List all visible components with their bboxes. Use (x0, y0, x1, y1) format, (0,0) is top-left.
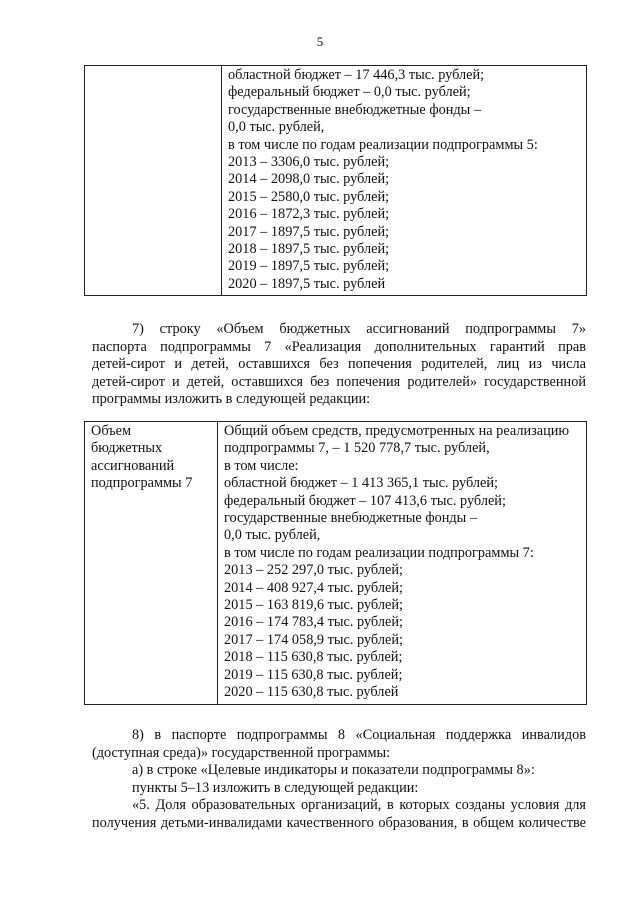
budget-line: федеральный бюджет – 107 413,6 тыс. рублей; (224, 492, 506, 509)
table-row (85, 66, 587, 296)
budget-line: государственные внебюджетные фонды – (228, 101, 481, 118)
paragraph-line: паспорта подпрограммы 7 «Реализация дополнительных гарантий прав (92, 338, 586, 355)
budget-year-line: 2020 – 1897,5 тыс. рублей (228, 275, 386, 292)
paragraph-line: (доступная среда)» государственной программы: (92, 744, 391, 761)
budget-year-line: 2013 – 3306,0 тыс. рублей; (228, 154, 390, 171)
budget-year-line: 2018 – 1897,5 тыс. рублей; (228, 241, 390, 258)
budget-line: 0,0 тыс. рублей, (224, 527, 321, 544)
table-cell-label (85, 66, 222, 296)
table-cell-value (218, 422, 587, 705)
paragraph-line: детей-сирот и детей, оставшихся без попечения родителей» государственной (92, 373, 586, 390)
paragraph-line: 8) в паспорте подпрограммы 8 «Социальная поддержка инвалидов (132, 727, 586, 743)
budget-line: в том числе по годам реализации подпрограммы 5: (228, 136, 538, 153)
paragraph-line: детей-сирот и детей, оставшихся без попечения родителей, лиц из числа (92, 356, 586, 372)
table-row (85, 422, 587, 705)
budget-year-line: 2019 – 1897,5 тыс. рублей; (228, 258, 390, 275)
budget-table-subprogram-5 (84, 65, 587, 296)
table-cell-label (85, 422, 218, 705)
budget-year-line: 2015 – 163 819,6 тыс. рублей; (224, 597, 403, 614)
budget-line: в том числе по годам реализации подпрограммы 7: (224, 544, 534, 561)
budget-year-line: 2017 – 1897,5 тыс. рублей; (228, 223, 390, 240)
budget-line: в том числе: (224, 457, 299, 474)
budget-line: областной бюджет – 17 446,3 тыс. рублей; (228, 67, 485, 83)
budget-year-line: 2020 – 115 630,8 тыс. рублей (224, 684, 399, 701)
budget-line: Общий объем средств, предусмотренных на реализацию (224, 423, 570, 439)
label-line: подпрограммы 7 (91, 475, 193, 492)
budget-year-line: 2019 – 115 630,8 тыс. рублей; (224, 666, 403, 683)
paragraph-line: получения детьми-инвалидами качественного образования, в общем количестве (92, 814, 586, 831)
label-line: Объем (91, 423, 132, 439)
paragraph-item-7 (92, 321, 586, 409)
budget-year-line: 2018 – 115 630,8 тыс. рублей; (224, 649, 403, 666)
budget-year-line: 2015 – 2580,0 тыс. рублей; (228, 188, 390, 205)
label-line: ассигнований (91, 457, 175, 474)
budget-table-subprogram-7 (84, 421, 587, 705)
budget-line: государственные внебюджетные фонды – (224, 510, 477, 527)
budget-year-line: 2016 – 1872,3 тыс. рублей; (228, 206, 390, 223)
paragraph-line: программы изложить в следующей редакции: (92, 391, 371, 407)
budget-line: 0,0 тыс. рублей, (228, 119, 325, 136)
paragraph-item-8 (92, 727, 586, 832)
budget-year-line: 2017 – 174 058,9 тыс. рублей; (224, 631, 403, 648)
page-number: 5 (316, 34, 324, 49)
budget-line: областной бюджет – 1 413 365,1 тыс. рублей; (224, 475, 499, 492)
paragraph-line: а) в строке «Целевые индикаторы и показатели подпрограммы 8»: (132, 762, 535, 778)
label-line: бюджетных (91, 440, 163, 457)
paragraph-line: пункты 5–13 изложить в следующей редакции: (132, 779, 419, 796)
budget-line: подпрограммы 7, – 1 520 778,7 тыс. рублей, (224, 440, 490, 457)
budget-year-line: 2014 – 2098,0 тыс. рублей; (228, 171, 390, 188)
budget-year-line: 2013 – 252 297,0 тыс. рублей; (224, 562, 403, 579)
budget-year-line: 2014 – 408 927,4 тыс. рублей; (224, 579, 403, 596)
paragraph-line: 7) строку «Объем бюджетных ассигнований подпрограммы 7» (132, 321, 586, 337)
budget-line: федеральный бюджет – 0,0 тыс. рублей; (228, 84, 471, 101)
budget-year-line: 2016 – 174 783,4 тыс. рублей; (224, 614, 403, 631)
table-cell-value (222, 66, 587, 296)
paragraph-line: «5. Доля образовательных организаций, в которых созданы условия для (132, 797, 586, 813)
